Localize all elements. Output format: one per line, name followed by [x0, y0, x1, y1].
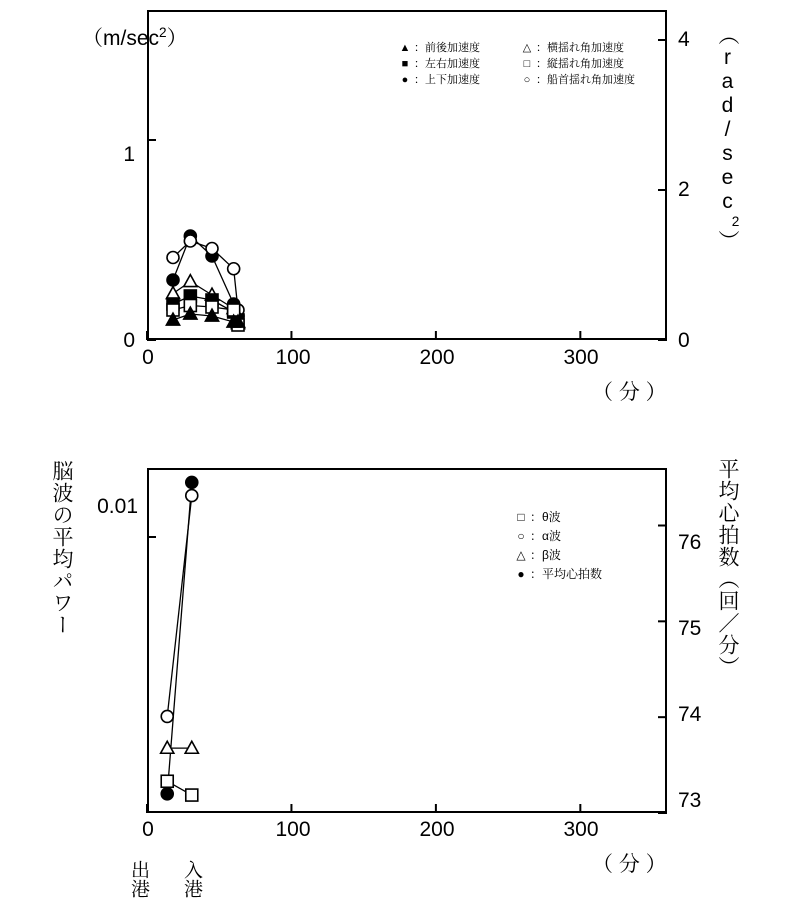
bottom-legend-label-1: ：α波	[530, 529, 561, 543]
bottom-left-axis-label: 脳波の平均パワー	[50, 460, 73, 636]
top-left-unit-close: ）	[166, 27, 188, 50]
bottom-legend-label-3: ：平均心拍数	[530, 567, 603, 581]
bottom-legend	[514, 508, 602, 584]
bottom-xaxis-caption: （ 分 ）	[592, 853, 667, 876]
open-circle-icon: ○	[517, 529, 525, 543]
eeg-heartrate-chart	[0, 420, 807, 921]
top-legend-entry-3	[520, 40, 624, 56]
top-legend-entry-1	[398, 56, 506, 72]
top-ytick-left-0: 0	[123, 329, 135, 352]
top-right-axis-unit	[712, 24, 743, 252]
bottom-legend-label-2: ：β波	[530, 548, 561, 562]
annotation-arrival-port-text: 入港	[181, 860, 202, 898]
top-legend-row-1	[398, 40, 649, 56]
bottom-xtick-200: 200	[419, 818, 455, 841]
top-legend-row-2	[398, 56, 649, 72]
filled-circle-icon: ●	[401, 74, 409, 86]
annotation-departure-port-text: 出港	[128, 860, 149, 898]
bottom-legend-row-0	[514, 508, 602, 527]
top-legend-entry-2	[398, 72, 506, 88]
open-circle-icon: ○	[523, 74, 531, 86]
top-ytick-right-4: 4	[678, 28, 690, 51]
top-right-unit-text: （rad/sec	[716, 24, 739, 214]
top-legend-label-5: ：船首揺れ角加速度	[536, 74, 635, 86]
bottom-legend-label-0: ：θ波	[530, 510, 561, 524]
bottom-xtick-0: 0	[142, 818, 154, 841]
bottom-xtick-300: 300	[563, 818, 599, 841]
top-legend-label-4: ：縦揺れ角加速度	[536, 58, 624, 70]
top-legend-entry-4	[520, 56, 624, 72]
top-legend-entry-5	[520, 72, 635, 88]
bottom-legend-row-2	[514, 546, 602, 565]
bottom-ytick-right-74: 74	[678, 703, 702, 726]
open-square-icon: □	[523, 58, 531, 70]
top-right-unit-close: ）	[716, 230, 739, 252]
top-xtick-0: 0	[142, 346, 154, 369]
bottom-xtick-100: 100	[275, 818, 311, 841]
top-xtick-200: 200	[419, 346, 455, 369]
top-ytick-left-1: 1	[123, 143, 135, 166]
bottom-ytick-right-76: 76	[678, 531, 702, 554]
acceleration-chart	[0, 0, 807, 404]
open-triangle-icon: △	[522, 42, 532, 54]
bottom-ytick-right-73: 73	[678, 789, 702, 812]
open-triangle-icon: △	[516, 548, 526, 562]
filled-circle-icon: ●	[517, 567, 525, 581]
bottom-ytick-left-001: 0.01	[97, 495, 138, 518]
filled-triangle-icon: ▲	[399, 42, 411, 54]
annotation-departure-port	[123, 860, 153, 904]
bottom-legend-row-3	[514, 565, 602, 584]
top-legend	[398, 40, 649, 88]
top-left-axis-unit	[82, 22, 188, 52]
top-legend-row-3	[398, 72, 649, 88]
top-legend-label-2: ：上下加速度	[414, 74, 480, 86]
open-square-icon: □	[517, 510, 525, 524]
top-xaxis-caption: （ 分 ）	[592, 381, 667, 404]
bottom-right-axis-label: 平均心拍数（回／分）	[716, 458, 739, 678]
top-legend-label-1: ：左右加速度	[414, 58, 480, 70]
annotation-arrival-port	[176, 860, 206, 904]
top-xtick-300: 300	[563, 346, 599, 369]
top-legend-entry-0	[398, 40, 506, 56]
top-ytick-right-2: 2	[678, 178, 690, 201]
filled-square-icon: ■	[401, 58, 409, 70]
top-left-unit-exp: 2	[159, 25, 167, 40]
top-legend-label-3: ：横揺れ角加速度	[536, 42, 624, 54]
top-ytick-right-0: 0	[678, 329, 690, 352]
top-xtick-100: 100	[275, 346, 311, 369]
top-left-unit-text: （m/sec	[82, 27, 160, 50]
top-right-unit-exp: 2	[728, 214, 743, 230]
bottom-legend-row-1	[514, 527, 602, 546]
bottom-ytick-right-75: 75	[678, 617, 702, 640]
top-legend-label-0: ：前後加速度	[414, 42, 480, 54]
